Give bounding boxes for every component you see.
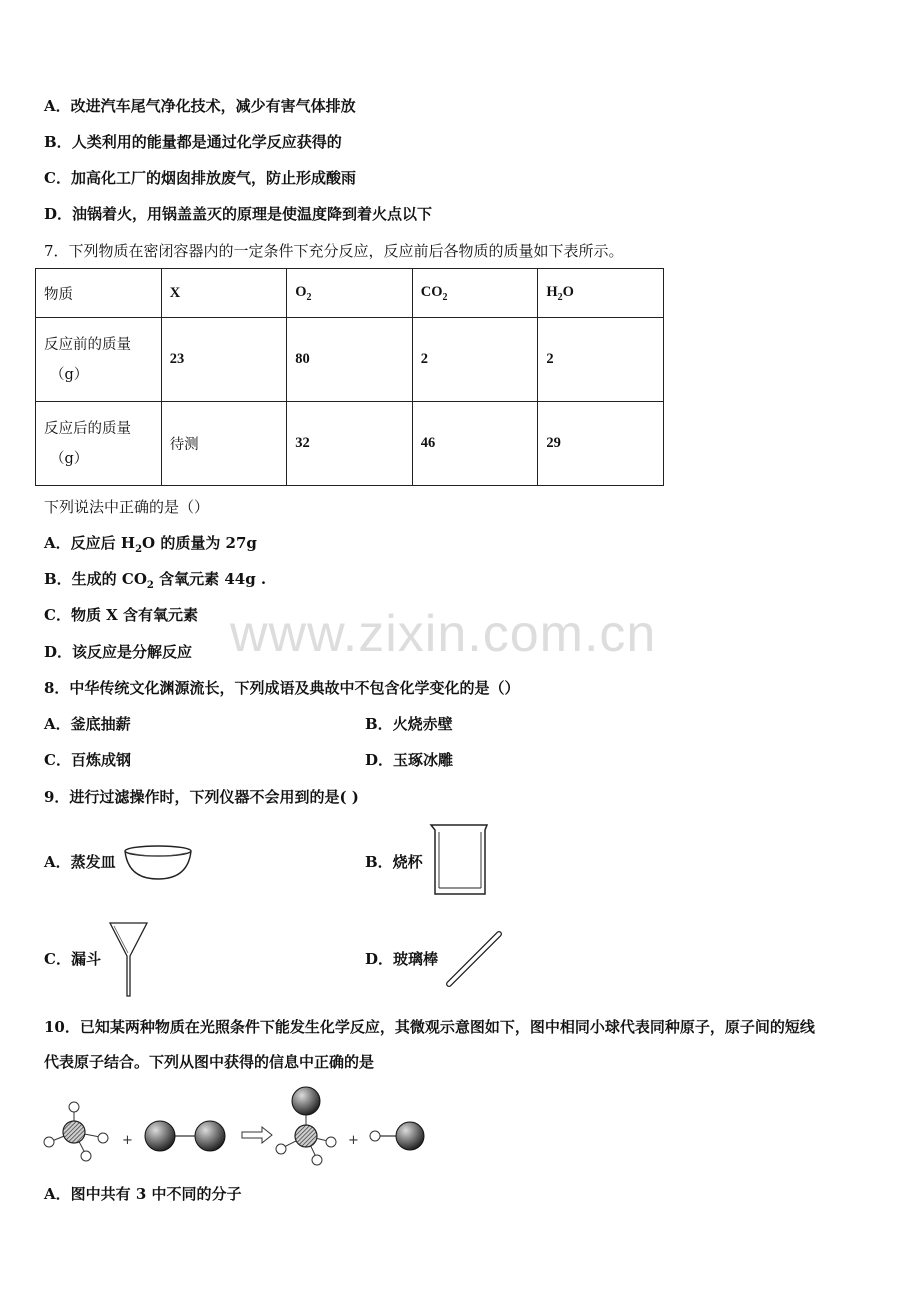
molecule-product-1 [276, 1087, 336, 1165]
table-cell: $O_2$ [287, 269, 413, 318]
table-cell: 23 [161, 318, 287, 402]
table-row [36, 402, 664, 486]
table-cell: 29 [538, 402, 664, 486]
q7-option-a: A．反应后 $H_2O$ 的质量为 27g [44, 534, 257, 555]
q6-option-a: A．改进汽车尾气净化技术，减少有害气体排放 [44, 97, 356, 115]
beaker-icon [428, 822, 490, 898]
molecule-diatomic [145, 1121, 225, 1151]
q10-option-a: A．图中共有 3 中不同的分子 [44, 1185, 242, 1203]
watermark: www.zixin.com.cn [230, 605, 657, 663]
q10-stem-line-1: 10．已知某两种物质在光照条件下能发生化学反应，其微观示意图如下，图中相同小球代表同种原子，原子间的短线 [44, 1018, 815, 1036]
table-cell: 2 [538, 318, 664, 402]
table-cell: $CO_2$ [412, 269, 538, 318]
table-cell: 80 [287, 318, 413, 402]
table-cell: $H_2O$ [538, 269, 664, 318]
table-cell: 反应前的质量 （g） [36, 318, 162, 402]
q8-option-d: D．玉琢冰雕 [365, 751, 454, 769]
q8-option-c: C．百炼成钢 [44, 751, 131, 769]
q9-option-c: C．漏斗 [44, 950, 101, 968]
molecule-product-2 [370, 1122, 424, 1150]
table-cell: 待测 [161, 402, 287, 486]
glass-rod-icon [443, 928, 505, 990]
reaction-arrow-icon [242, 1127, 272, 1143]
funnel-icon [108, 920, 150, 1000]
q7-option-c: C．物质 X 含有氧元素 [44, 606, 199, 624]
table-cell: 32 [287, 402, 413, 486]
table-row [36, 318, 664, 402]
q6-option-b: B．人类利用的能量都是通过化学反应获得的 [44, 133, 342, 151]
q8-option-b: B．火烧赤壁 [365, 715, 453, 733]
table-header-row [36, 269, 664, 318]
q8-stem: 8．中华传统文化渊源流长，下列成语及典故中不包含化学变化的是（） [44, 679, 520, 697]
q6-option-c: C．加高化工厂的烟囱排放废气，防止形成酸雨 [44, 169, 356, 187]
q9-option-d: D．玻璃棒 [365, 950, 439, 968]
q7-option-d: D．该反应是分解反应 [44, 643, 193, 661]
q6-option-d: D．油锅着火，用锅盖盖灭的原理是使温度降到着火点以下 [44, 205, 433, 223]
plus-sign: + [122, 1133, 133, 1148]
q7-stem: 7．下列物质在密闭容器内的一定条件下充分反应，反应前后各物质的质量如下表所示。 [44, 242, 624, 260]
molecule-methane [44, 1102, 108, 1161]
q8-option-a: A．釜底抽薪 [44, 715, 131, 733]
q9-option-a: A．蒸发皿 [44, 853, 116, 871]
table-cell: X [161, 269, 287, 318]
q7-option-b: B．生成的 $CO_2$ 含氧元素 44g . [44, 570, 267, 591]
table-cell: 2 [412, 318, 538, 402]
q9-option-b: B．烧杯 [365, 853, 423, 871]
table-cell: 46 [412, 402, 538, 486]
reaction-diagram [40, 1085, 440, 1170]
table-cell: 反应后的质量 （g） [36, 402, 162, 486]
mass-table [35, 268, 664, 486]
table-cell: 物质 [36, 269, 162, 318]
evaporating-dish-icon [122, 843, 194, 883]
plus-sign: + [348, 1133, 359, 1148]
q10-stem-line-2: 代表原子结合。下列从图中获得的信息中正确的是 [44, 1053, 375, 1071]
q9-stem: 9．进行过滤操作时，下列仪器不会用到的是( ) [44, 788, 359, 806]
q7-question: 下列说法中正确的是（） [44, 498, 210, 516]
